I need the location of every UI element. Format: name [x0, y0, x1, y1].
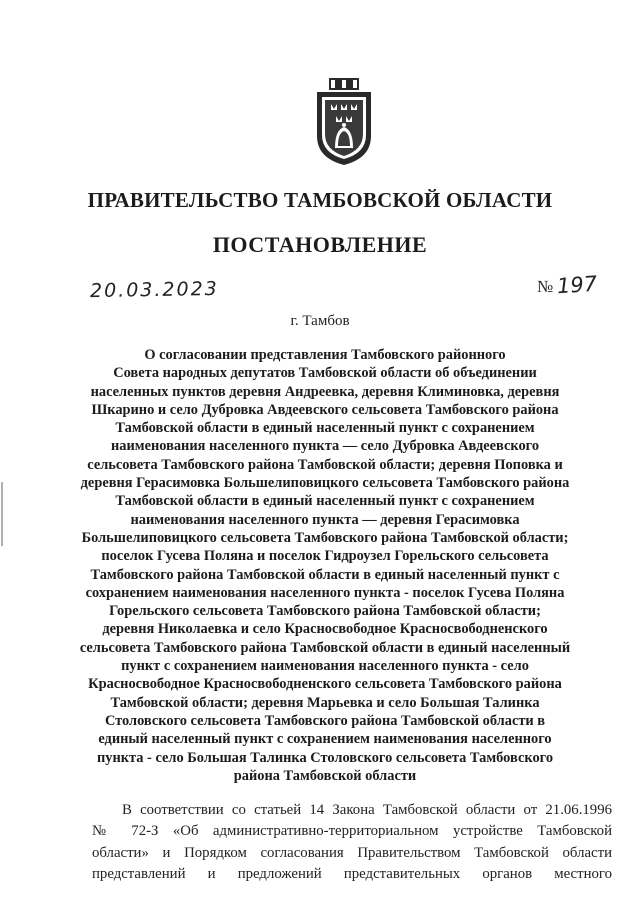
coat-of-arms-icon	[313, 78, 375, 166]
document-number-label: №	[537, 277, 554, 296]
subject-line: сельсовета Тамбовского района Тамбовской области в единый населенный	[79, 639, 571, 656]
subject-line: единый населенный пункт с сохранением наименования населенного	[98, 731, 552, 748]
subject-line: наименования населенного пункта — деревня Герасимовка	[130, 511, 520, 528]
document-number-value: 197	[556, 271, 599, 299]
subject-line: пункт с сохранением наименования населенного пункта - село	[121, 658, 529, 675]
subject-line: населенных пунктов деревня Андреевка, деревня Климиновка, деревня	[90, 383, 560, 400]
subject-line: сельсовета Тамбовского района Тамбовской области; деревня Поповка и	[87, 456, 563, 473]
body-line: области» и Порядком согласования Правительством Тамбовской области	[92, 844, 612, 861]
subject-line: Столовского сельсовета Тамбовского района Тамбовской области в	[104, 712, 546, 729]
subject-line: Тамбовской области в единый населенный пункт с сохранением	[115, 493, 535, 510]
subject-line: Совета народных депутатов Тамбовской области об объединении	[113, 365, 537, 382]
subject-line: Большелиповицкого сельсовета Тамбовского района Тамбовской области;	[81, 529, 569, 546]
subject-line: Горельского сельсовета Тамбовского района Тамбовской области;	[109, 603, 541, 620]
subject-line: Тамбовской области; деревня Марьевка и село Большая Талинка	[110, 694, 540, 711]
subject-line: деревня Николаевка и село Красносвободное Красносвободненского	[102, 621, 548, 638]
document-subject	[78, 346, 572, 785]
subject-line: наименования населенного пункта — село Дубровка Авдеевского	[110, 438, 540, 455]
subject-line: Красносвободное Красносвободненского сельсовета Тамбовского района	[88, 676, 562, 693]
document-number	[537, 273, 597, 297]
document-body	[92, 800, 612, 885]
subject-line: района Тамбовской области	[233, 767, 417, 784]
document-type-heading: ПОСТАНОВЛЕНИЕ	[212, 232, 428, 257]
body-line: представлений и предложений представительных органов местного	[92, 865, 612, 882]
document-date: 20.03.2023	[89, 277, 219, 303]
body-line: В соответствии со статьей 14 Закона Тамбовской области от 21.06.1996	[122, 802, 612, 818]
subject-line: Шкарино и село Дубровка Авдеевского сельсовета Тамбовского района	[91, 401, 559, 418]
subject-line: Тамбовской области в единый населенный пункт с сохранением	[115, 420, 535, 437]
subject-line: деревня Герасимовка Большелиповицкого сельсовета Тамбовского района	[80, 475, 570, 492]
body-line: № 72-З «Об административно-территориальном устройстве Тамбовской	[92, 823, 612, 840]
subject-line: пункта - село Большая Талинка Столовского сельсовета Тамбовского	[96, 749, 554, 766]
document-city: г. Тамбов	[290, 313, 350, 329]
organization-title: ПРАВИТЕЛЬСТВО ТАМБОВСКОЙ ОБЛАСТИ	[87, 188, 553, 212]
subject-line: Тамбовского района Тамбовской области в единый населенный пункт с	[90, 566, 560, 583]
scan-margin-mark	[1, 482, 3, 546]
subject-line: О согласовании представления Тамбовского районного	[144, 347, 506, 363]
subject-line: сохранением наименования населенного пункта - поселок Гусева Поляна	[85, 584, 565, 601]
subject-line: поселок Гусева Поляна и поселок Гидроузел Горельского сельсовета	[101, 548, 549, 565]
